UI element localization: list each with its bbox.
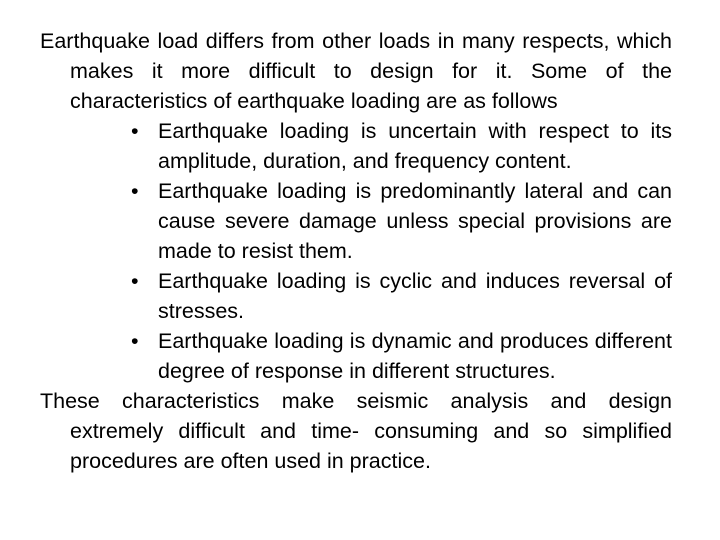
bullet-icon: • bbox=[131, 329, 139, 353]
list-item-text: Earthquake loading is dynamic and produces different degree of response in different structures. bbox=[158, 329, 672, 383]
bullet-icon: • bbox=[131, 119, 139, 143]
list-item bbox=[131, 176, 672, 266]
bullet-icon: • bbox=[131, 269, 139, 293]
slide-content bbox=[40, 26, 672, 476]
list-item-text: Earthquake loading is cyclic and induces reversal of stresses. bbox=[158, 269, 672, 323]
list-item-text: Earthquake loading is uncertain with respect to its amplitude, duration, and frequency content. bbox=[158, 119, 672, 173]
conclusion-paragraph: These characteristics make seismic analysis and design extremely difficult and time- consuming and so simplified procedures are often used in practice. bbox=[40, 389, 672, 473]
bullet-icon: • bbox=[131, 179, 139, 203]
list-item bbox=[131, 326, 672, 386]
list-item bbox=[131, 266, 672, 326]
list-item bbox=[131, 116, 672, 176]
intro-paragraph: Earthquake load differs from other loads in many respects, which makes it more difficult to design for it. Some of the characteristics of earthquake loading are as follows bbox=[40, 29, 672, 113]
list-item-text: Earthquake loading is predominantly lateral and can cause severe damage unless special provisions are made to resist them. bbox=[158, 179, 672, 263]
characteristics-list bbox=[40, 116, 672, 386]
